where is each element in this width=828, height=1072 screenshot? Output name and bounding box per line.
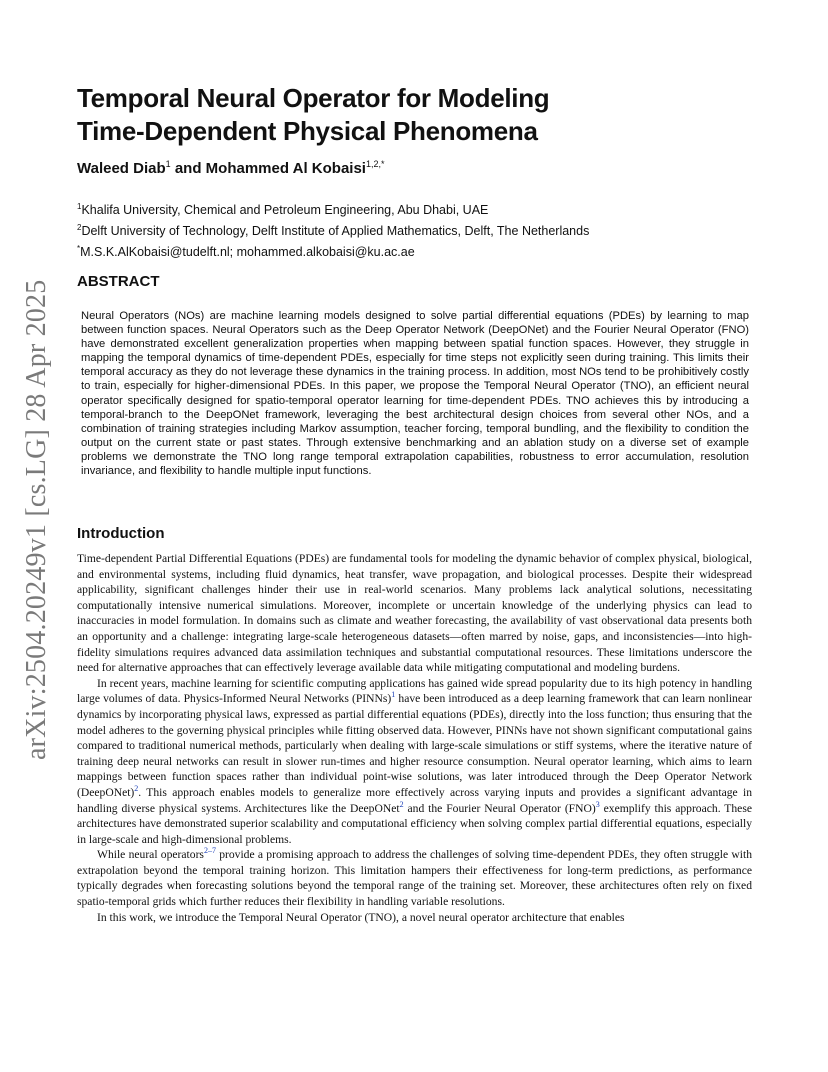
affiliation-mark: *	[77, 244, 81, 254]
abstract-heading: ABSTRACT	[77, 273, 160, 290]
affiliation-line	[77, 219, 777, 240]
abstract-text: Neural Operators (NOs) are machine learning models designed to solve partial differential equations (PDEs) by learning to map between function spaces. Neural Operators such as the Deep Operator Network (DeepONet) and the Fourier Neural Operator (FNO) have demonstrated excellent generalization properties when mapping between spatial function spaces. However, they struggle in mapping the temporal dynamics of time-dependent PDEs, especially for time steps not explicitly seen during training. This limits their temporal accuracy as they do not leverage these dynamics in the training process. In addition, most NOs tend to be prohibitively costly to train, especially for higher-dimensional PDEs. In this paper, we propose the Temporal Neural Operator (TNO), an efficient neural operator specifically designed for spatio-temporal operator learning for time-dependent PDEs. TNO achieves this by introducing a temporal-branch to the DeepONet framework, leveraging the best architectural design choices from several other NOs, and a combination of training strategies including Markov assumption, teacher forcing, temporal bundling, and the flexibility to condition the output on the current state or past states. Through extensive benchmarking and an ablation study on a diverse set of example problems we demonstrate the TNO long range temporal extrapolation capabilities, robustness to error accumulation, resolution invariance, and flexibility to handle multiple input functions.	[81, 310, 749, 478]
affiliation-line	[77, 198, 777, 219]
citation-link[interactable]: 2	[399, 799, 404, 809]
affiliation-text: Khalifa University, Chemical and Petroleum Engineering, Abu Dhabi, UAE	[81, 203, 489, 218]
author-separator: and	[170, 160, 206, 177]
paragraph: In this work, we introduce the Temporal Neural Operator (TNO), a novel neural operator architecture that enables	[97, 910, 625, 924]
paragraph-text: exemplify this approach. These architectures have demonstrated superior scalability and computational efficiency when solving complex partial differential equations, especially in large-scale and high-dimensional problems.	[77, 801, 752, 846]
citation-link[interactable]: 2–7	[203, 846, 216, 856]
author-name: Waleed Diab	[77, 160, 166, 177]
affiliation-text: Delft University of Technology, Delft Institute of Applied Mathematics, Delft, The Netherlands	[81, 224, 590, 239]
author-list	[77, 159, 385, 177]
citation-link[interactable]: 2	[134, 784, 139, 794]
contact-email: M.S.K.AlKobaisi@tudelft.nl; mohammed.alkobaisi@ku.ac.ae	[80, 245, 415, 260]
paragraph: Time-dependent Partial Differential Equations (PDEs) are fundamental tools for modeling the dynamic behavior of complex physical, biological, and environmental systems, including fluid dynamics, heat transfer, wave propagation, and biological processes. Despite their widespread applicability, significant challenges hinder their use in real-world scenarios. Many problems lack analytical solutions, necessitating computationally intensive numerical simulations. Moreover, incomplete or uncertain knowledge of the underlying physics can lead to inaccuracies in model formulation. In domains such as climate and weather forecasting, the availability of vast observational data presents both an opportunity and a challenge: integrating large-scale heterogeneous datasets—often marred by noise, gaps, and inconsistencies—into high-fidelity simulations requires advanced data assimilation techniques and substantial computational resources. These limitations underscore the need for alternative approaches that can effectively leverage available data while mitigating computational and modeling burdens.	[77, 552, 752, 675]
affiliation-line	[77, 240, 777, 261]
title-line-1: Temporal Neural Operator for Modeling	[77, 83, 550, 113]
author-affiliation-mark: 1	[165, 159, 171, 169]
paragraph-text: and the Fourier Neural Operator (FNO)	[403, 801, 596, 815]
affiliation-mark: 1	[77, 202, 82, 211]
paragraph-text: In recent years, machine learning for scientific computing applications has gained wide spread popularity due to its high potency in handling large volumes of data. Physics-Informed Neural Networks (PINNs)	[77, 676, 752, 706]
title-line-2: Time-Dependent Physical Phenomena	[77, 116, 538, 146]
paragraph-text: While neural operators	[97, 848, 204, 862]
author-name: Mohammed Al Kobaisi	[205, 160, 366, 177]
citation-link[interactable]: 1	[391, 690, 396, 700]
paragraph-text: have been introduced as a deep learning framework that can learn nonlinear dynamics by incorporating physical laws, expressed as partial differential equations (PDEs), directly into the loss function; thus ensuring that the model adheres to the governing physical principles while fitting observed data. However, PINNs have not shown significant computational gains compared to traditional numerical methods, particularly when dealing with large-scale simulations or stiff systems, where the iterative nature of training deep neural networks can result in slower run-times and higher resource consumption. Neural operator learning, which aims to learn mappings between function spaces rather than individual point-wise solutions, was later introduced through the Deep Operator Network (DeepONet)	[77, 692, 752, 799]
affiliations	[77, 198, 777, 261]
paragraph-text: . This approach enables models to generalize more effectively across varying inputs and provides a significant advantage in handling diverse physical systems. Architectures like the DeepONet	[77, 785, 752, 815]
paragraph	[77, 676, 752, 848]
citation-link[interactable]: 3	[595, 799, 600, 809]
introduction-body	[77, 551, 752, 925]
arxiv-identifier: arXiv:2504.20249v1 [cs.LG] 28 Apr 2025	[21, 279, 52, 760]
affiliation-mark: 2	[77, 223, 82, 233]
author-affiliation-mark: 1,2,*	[365, 159, 385, 169]
paragraph	[77, 847, 752, 909]
introduction-heading: Introduction	[77, 525, 165, 542]
paragraph-text: provide a promising approach to address the challenges of solving time-dependent PDEs, they often struggle with extrapolation beyond the temporal training horizon. This limitation hampers their effectiveness for long-term predictions, as performance typically degrades when forecasting solutions beyond the temporal range of the training set. Moreover, these architectures often rely on fixed spatio-temporal grids which further reduces their flexibility in handling variable resolutions.	[77, 848, 752, 909]
paper-title	[77, 82, 757, 148]
